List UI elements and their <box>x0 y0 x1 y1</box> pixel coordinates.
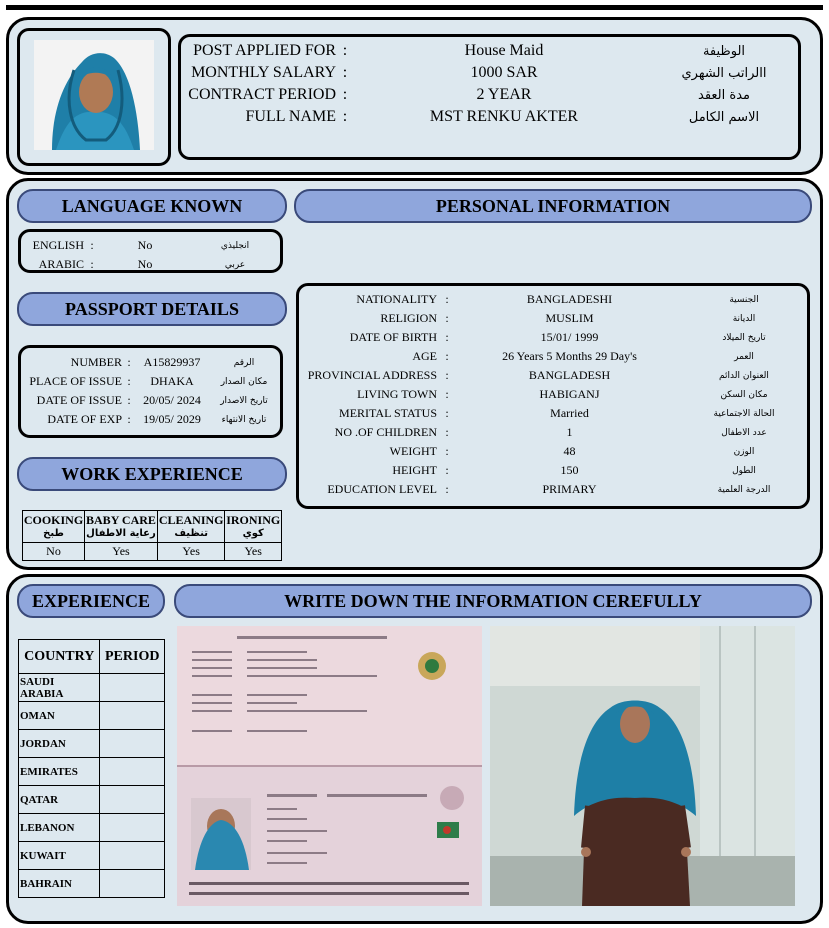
applicant-row <box>184 62 794 84</box>
personal-title: PERSONAL INFORMATION <box>294 189 812 223</box>
work-table <box>22 510 282 561</box>
country-period <box>100 702 165 730</box>
country-period <box>100 758 165 786</box>
country-name: BAHRAIN <box>19 870 100 898</box>
language-value: No <box>137 257 153 271</box>
passport-arabic: الرقم <box>233 357 255 368</box>
work-skill-en: IRONING <box>226 512 281 527</box>
passport-value: 19/05/ 2029 <box>143 412 201 426</box>
personal-arabic: الدرجة العلمية <box>717 484 771 495</box>
applicant-row <box>184 84 794 106</box>
passport-scan-image <box>177 626 482 906</box>
passport-row <box>22 353 280 372</box>
personal-label: AGE <box>412 349 437 363</box>
applicant-label: FULL NAME <box>245 108 336 125</box>
applicant-value: MST RENKU AKTER <box>429 108 579 125</box>
applicant-colon: : <box>342 86 348 103</box>
work-column-header <box>85 511 158 543</box>
country-name: QATAR <box>19 786 100 814</box>
period-header: PERIOD <box>100 640 165 674</box>
applicant-colon: : <box>342 108 348 125</box>
personal-arabic: الحالة الاجتماعية <box>713 408 775 419</box>
country-row <box>19 786 165 814</box>
work-skill-en: BABY CARE <box>86 512 156 527</box>
work-skill-value: Yes <box>225 543 282 561</box>
language-colon: : <box>90 257 94 271</box>
language-colon: : <box>90 238 94 252</box>
country-row <box>19 870 165 898</box>
personal-arabic: الديانة <box>732 313 756 324</box>
language-value: No <box>137 238 153 252</box>
country-header: COUNTRY <box>19 640 100 674</box>
country-row <box>19 674 165 702</box>
passport-value: DHAKA <box>150 374 194 388</box>
personal-arabic: الجنسية <box>729 294 759 305</box>
work-column-header <box>225 511 282 543</box>
personal-arabic: مكان السكن <box>720 389 768 400</box>
personal-colon: : <box>445 292 449 306</box>
passport-label: DATE OF EXP <box>47 412 122 426</box>
personal-row <box>302 366 806 385</box>
personal-value: 26 Years 5 Months 29 Day's <box>502 349 637 363</box>
personal-label: LIVING TOWN <box>357 387 437 401</box>
personal-value: MUSLIM <box>545 311 594 325</box>
work-column-header <box>23 511 85 543</box>
country-name: EMIRATES <box>19 758 100 786</box>
work-skill-ar: رعاية الاطفال <box>86 527 156 539</box>
personal-value: 48 <box>563 444 576 458</box>
personal-colon: : <box>445 349 449 363</box>
passport-row <box>22 410 280 429</box>
language-row <box>22 236 280 255</box>
top-rule <box>6 5 823 10</box>
country-period <box>100 842 165 870</box>
experience-title: EXPERIENCE <box>17 584 165 618</box>
applicant-arabic: االراتب الشهري <box>681 65 767 81</box>
language-arabic: انجليذي <box>220 240 250 251</box>
applicant-arabic: الوظيفة <box>702 43 746 59</box>
personal-colon: : <box>445 387 449 401</box>
personal-arabic: العمر <box>734 351 754 362</box>
applicant-arabic: الاسم الكامل <box>688 109 760 125</box>
passport-colon: : <box>127 374 131 388</box>
personal-colon: : <box>445 330 449 344</box>
personal-label: RELIGION <box>380 311 437 325</box>
personal-label: HEIGHT <box>392 463 437 477</box>
applicant-label: MONTHLY SALARY <box>191 64 336 81</box>
personal-colon: : <box>445 311 449 325</box>
personal-row <box>302 328 806 347</box>
full-body-photo <box>490 626 795 906</box>
applicant-label: POST APPLIED FOR <box>193 42 336 59</box>
applicant-arabic: مدة العقد <box>698 87 750 103</box>
applicant-row <box>184 40 794 62</box>
country-row <box>19 758 165 786</box>
work-skill-value: Yes <box>85 543 158 561</box>
personal-colon: : <box>445 463 449 477</box>
personal-row <box>302 347 806 366</box>
applicant-value: House Maid <box>464 42 544 59</box>
country-name: OMAN <box>19 702 100 730</box>
personal-value: BANGLADESH <box>528 368 611 382</box>
work-skill-en: COOKING <box>23 512 84 527</box>
work-column-header <box>157 511 225 543</box>
applicant-photo <box>34 40 154 150</box>
notice-title: WRITE DOWN THE INFORMATION CEREFULLY <box>174 584 812 618</box>
personal-colon: : <box>445 425 449 439</box>
country-name: LEBANON <box>19 814 100 842</box>
personal-row <box>302 423 806 442</box>
passport-row <box>22 391 280 410</box>
language-label: ENGLISH <box>32 238 84 252</box>
personal-label: MERITAL STATUS <box>339 406 437 420</box>
language-row <box>22 255 280 274</box>
applicant-label: CONTRACT PERIOD <box>188 86 336 103</box>
work-skill-ar: طبخ <box>43 527 64 539</box>
passport-title: PASSPORT DETAILS <box>17 292 287 326</box>
country-name: SAUDI ARABIA <box>19 674 100 702</box>
personal-row <box>302 290 806 309</box>
personal-arabic: تاريخ الميلاد <box>722 332 766 343</box>
personal-colon: : <box>445 406 449 420</box>
passport-row <box>22 372 280 391</box>
passport-value: 20/05/ 2024 <box>143 393 201 407</box>
personal-value: PRIMARY <box>542 482 597 496</box>
personal-arabic: الطول <box>732 465 756 476</box>
country-period <box>100 870 165 898</box>
personal-label: NATIONALITY <box>356 292 437 306</box>
personal-row <box>302 385 806 404</box>
country-name: JORDAN <box>19 730 100 758</box>
personal-row <box>302 404 806 423</box>
passport-colon: : <box>127 355 131 369</box>
country-name: KUWAIT <box>19 842 100 870</box>
passport-arabic: تاريخ الاصدار <box>220 395 268 406</box>
passport-label: NUMBER <box>70 355 122 369</box>
personal-colon: : <box>445 482 449 496</box>
language-title: LANGUAGE KNOWN <box>17 189 287 223</box>
passport-value: A15829937 <box>143 355 201 369</box>
passport-label: DATE OF ISSUE <box>36 393 122 407</box>
personal-label: DATE OF BIRTH <box>349 330 437 344</box>
passport-colon: : <box>127 393 131 407</box>
passport-arabic: تاريخ الانتهاء <box>221 414 267 425</box>
work-skill-ar: تنظيف <box>174 527 208 539</box>
personal-value: 1 <box>566 425 573 439</box>
passport-arabic: مكان الصدار <box>220 376 268 387</box>
country-row <box>19 730 165 758</box>
country-row <box>19 814 165 842</box>
personal-arabic: العنوان الدائم <box>719 370 769 381</box>
applicant-colon: : <box>342 64 348 81</box>
country-period <box>100 674 165 702</box>
applicant-colon: : <box>342 42 348 59</box>
applicant-row <box>184 106 794 128</box>
passport-label: PLACE OF ISSUE <box>29 374 122 388</box>
personal-label: WEIGHT <box>389 444 437 458</box>
country-row <box>19 702 165 730</box>
language-label: ARABIC <box>38 257 84 271</box>
personal-row <box>302 442 806 461</box>
personal-row <box>302 309 806 328</box>
work-skill-value: Yes <box>157 543 225 561</box>
personal-label: EDUCATION LEVEL <box>327 482 437 496</box>
country-period <box>100 786 165 814</box>
personal-value: 15/01/ 1999 <box>540 330 599 344</box>
passport-colon: : <box>127 412 131 426</box>
country-row <box>19 842 165 870</box>
personal-value: 150 <box>560 463 579 477</box>
personal-row <box>302 480 806 499</box>
personal-label: NO .OF CHILDREN <box>334 425 437 439</box>
personal-label: PROVINCIAL ADDRESS <box>307 368 437 382</box>
personal-value: BANGLADESHI <box>526 292 613 306</box>
work-skill-value: No <box>23 543 85 561</box>
personal-row <box>302 461 806 480</box>
country-period <box>100 814 165 842</box>
experience-table <box>18 639 165 898</box>
personal-colon: : <box>445 368 449 382</box>
personal-colon: : <box>445 444 449 458</box>
personal-value: HABIGANJ <box>539 387 600 401</box>
applicant-value: 2 YEAR <box>476 86 532 103</box>
personal-value: Married <box>550 406 589 420</box>
personal-arabic: الوزن <box>733 446 755 457</box>
work-title: WORK EXPERIENCE <box>17 457 287 491</box>
personal-arabic: عدد الاطفال <box>721 427 767 438</box>
work-skill-ar: كوي <box>242 527 264 539</box>
country-period <box>100 730 165 758</box>
applicant-value: 1000 SAR <box>470 64 538 81</box>
language-arabic: عربي <box>224 259 246 270</box>
work-skill-en: CLEANING <box>158 512 224 527</box>
